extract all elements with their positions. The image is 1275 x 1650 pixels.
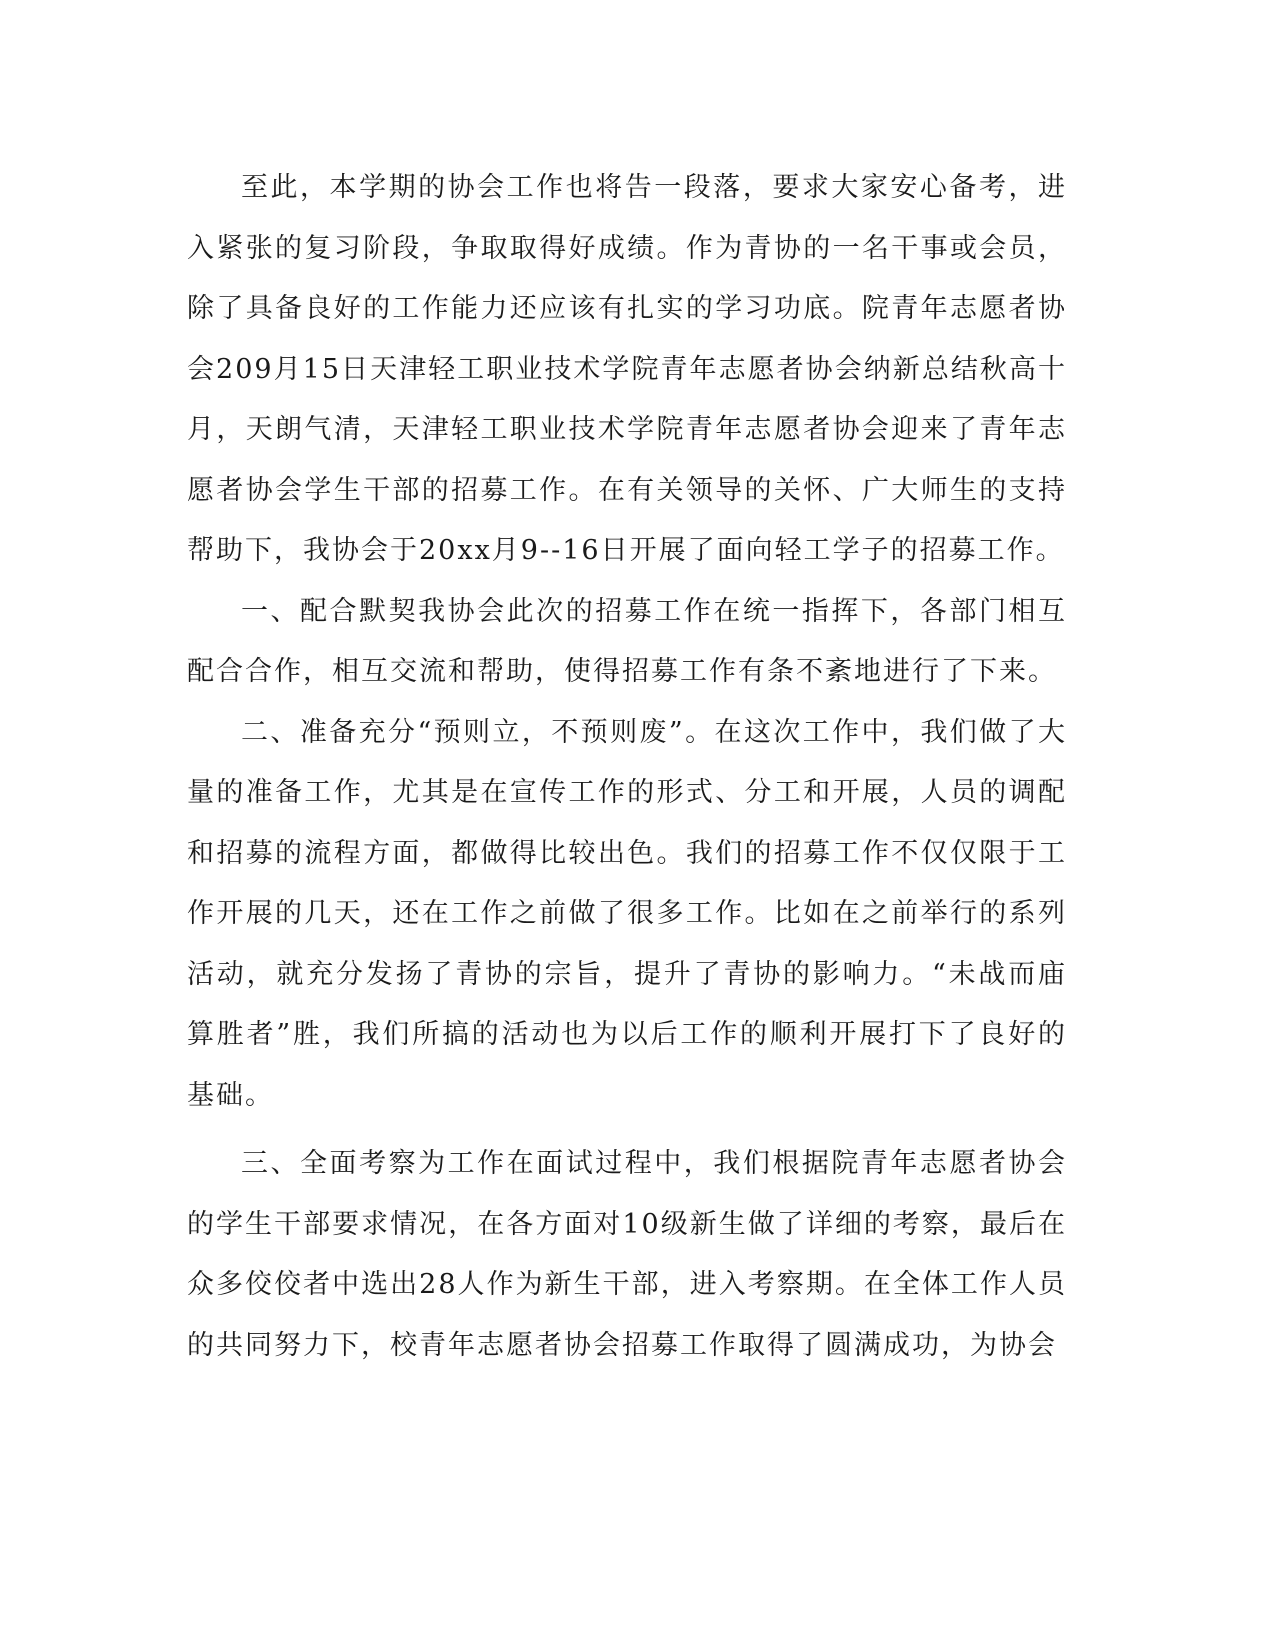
paragraph-4: 三、全面考察为工作在面试过程中，我们根据院青年志愿者协会的学生干部要求情况，在各方面对10级新生做了详细的考察，最后在众多佼佼者中选出28人作为新生干部，进入考察期。在全体工作人员的共同努力下，校青年志愿者协会招募工作取得了圆满成功，为协会 [187,1148,1067,1361]
document-body [187,158,1067,1376]
paragraph-1: 至此，本学期的协会工作也将告一段落，要求大家安心备考，进入紧张的复习阶段，争取取得好成绩。作为青协的一名干事或会员，除了具备良好的工作能力还应该有扎实的学习功底。院青年志愿者协会209月15日天津轻工职业技术学院青年志愿者协会纳新总结秋高十月，天朗气清，天津轻工职业技术学院青年志愿者协会迎来了青年志愿者协会学生干部的招募工作。在有关领导的关怀、广大师生的支持帮助下，我协会于20xx月9--16日开展了面向轻工学子的招募工作。 [187,172,1067,566]
paragraph-2: 一、配合默契我协会此次的招募工作在统一指挥下，各部门相互配合合作，相互交流和帮助，使得招募工作有条不紊地进行了下来。 [187,595,1067,687]
paragraph-3: 二、准备充分“预则立，不预则废”。在这次工作中，我们做了大量的准备工作，尤其是在宣传工作的形式、分工和开展，人员的调配和招募的流程方面，都做得比较出色。我们的招募工作不仅仅限于工作开展的几天，还在工作之前做了很多工作。比如在之前举行的系列活动，就充分发扬了青协的宗旨，提升了青协的影响力。“未战而庙算胜者”胜，我们所搞的活动也为以后工作的顺利开展打下了良好的基础。 [187,716,1067,1111]
